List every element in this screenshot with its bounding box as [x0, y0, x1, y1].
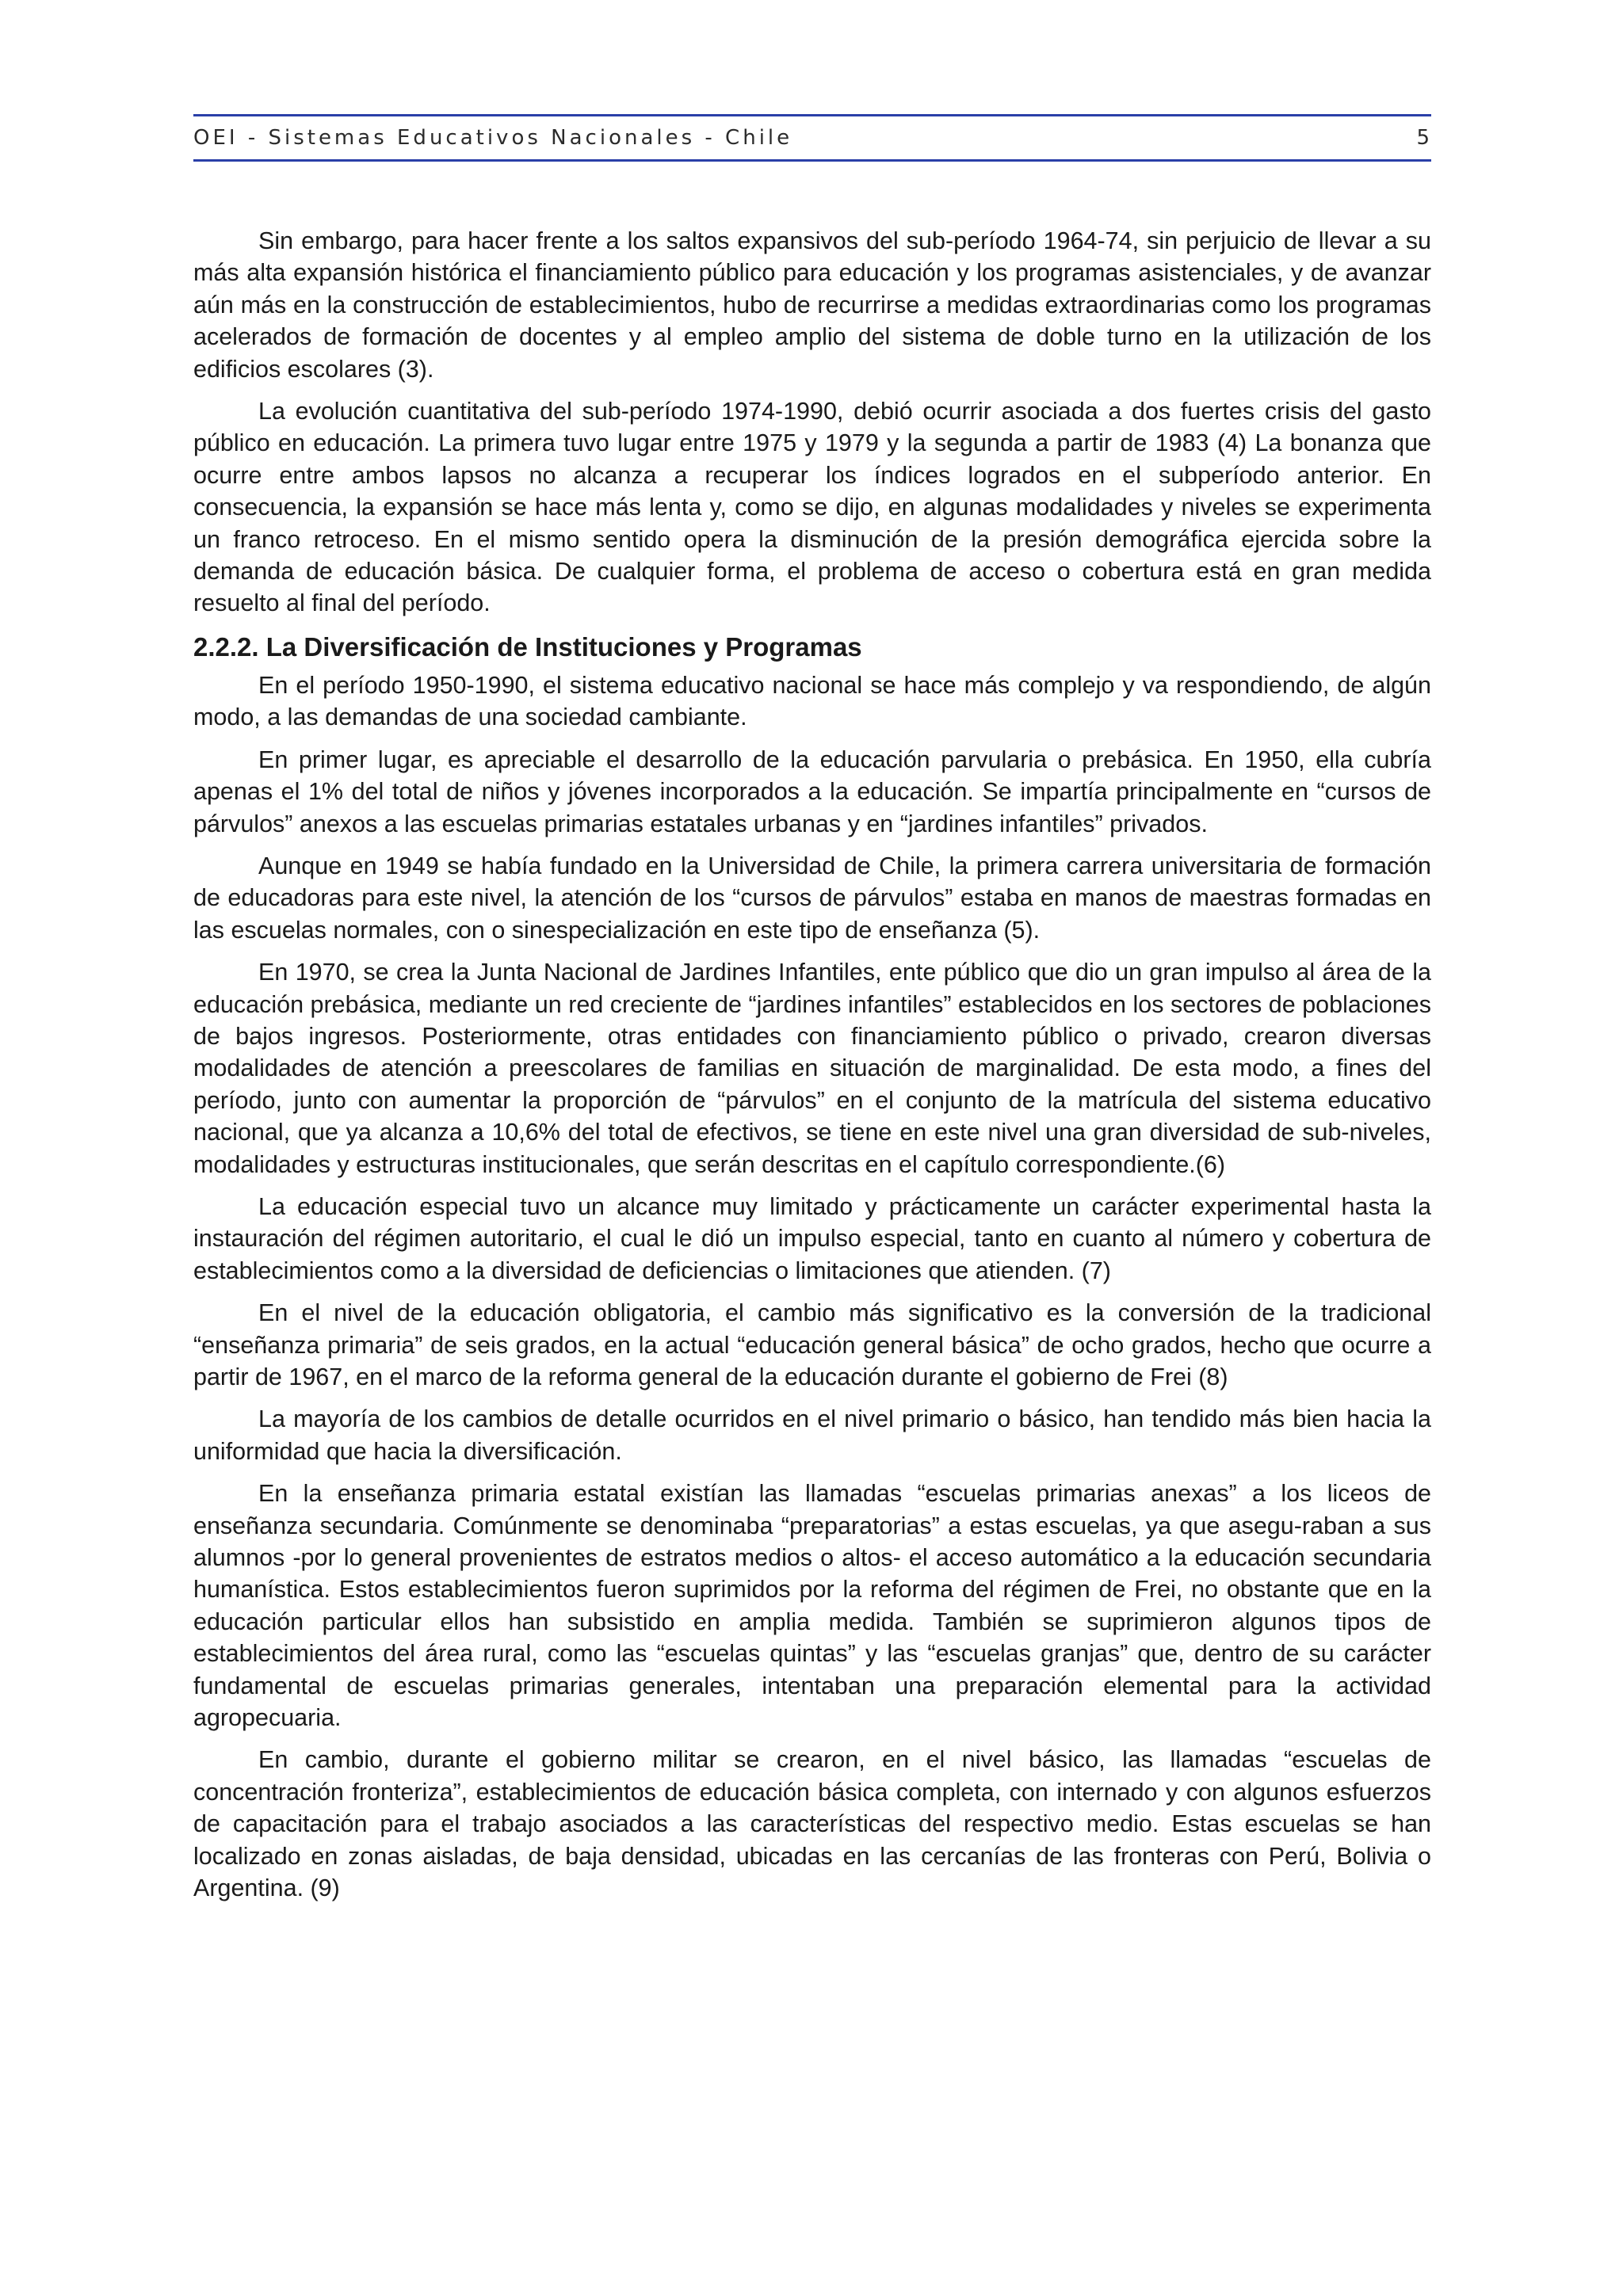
- paragraph: En la enseñanza primaria estatal existían las llamadas “escuelas primarias anexas” a los liceos de enseñanza secundaria. Comúnmente se denominaba “preparatorias” a estas escuelas, ya que asegu-raban a sus alumnos -por lo general provenientes de estratos medios o altos- el acceso automático a la educación secundaria humanística. Estos establecimientos fueron suprimidos por la reforma del régimen de Frei, no obstante que en la educación particular ellos han subsistido en amplia medida. También se suprimieron algunos tipos de establecimientos del área rural, como las “escuelas quintas” y las “escuelas granjas” que, dentro de su carácter fundamental de escuelas primarias generales, intentaban una preparación elemental para la actividad agropecuaria.: [193, 1480, 1431, 1732]
- paragraph: En el nivel de la educación obligatoria, el cambio más significativo es la conversión de la tradicional “enseñanza primaria” de seis grados, en la actual “educación general básica” de ocho grados, hecho que ocurre a partir de 1967, en el marco de la reforma general de la educación durante el gobierno de Frei (8): [193, 1299, 1431, 1390]
- paragraph: Aunque en 1949 se había fundado en la Universidad de Chile, la primera carrera universitaria de formación de educadoras para este nivel, la atención de los “cursos de párvulos” estaba en manos de maestras formadas en las escuelas normales, con o sinespecialización en este tipo de enseñanza (5).: [193, 852, 1431, 944]
- paragraph: Sin embargo, para hacer frente a los saltos expansivos del sub-período 1964-74, sin perjuicio de llevar a su más alta expansión histórica el financiamiento público para educación y los programas asistenciales, y de avanzar aún más en la construcción de establecimientos, hubo de recurrirse a medidas extraordinarias como los programas acelerados de formación de docentes y al empleo amplio del sistema de doble turno en la utilización de los edificios escolares (3).: [193, 227, 1431, 383]
- header-title: OEI - Sistemas Educativos Nacionales - Chile: [193, 126, 793, 150]
- header-top-rule: [193, 114, 1431, 116]
- section-heading: 2.2.2. La Diversificación de Instituciones y Programas: [193, 631, 862, 662]
- paragraph: En primer lugar, es apreciable el desarrollo de la educación parvularia o prebásica. En 1950, ella cubría apenas el 1% del total de niños y jóvenes incorporados a la educación. Se impartía principalmente en “cursos de párvulos” anexos a las escuelas primarias estatales urbanas y en “jardines infantiles” privados.: [193, 746, 1431, 837]
- paragraph: En el período 1950-1990, el sistema educativo nacional se hace más complejo y va respondiendo, de algún modo, a las demandas de una sociedad cambiante.: [193, 671, 1431, 731]
- page-number: 5: [1416, 126, 1430, 150]
- paragraph: La educación especial tuvo un alcance muy limitado y prácticamente un carácter experimental hasta la instauración del régimen autoritario, el cual le dió un impulso especial, tanto en cuanto al número y cobertura de establecimientos como a la diversidad de deficiencias o limitaciones que atienden. (7): [193, 1192, 1431, 1284]
- page-header: [193, 114, 1431, 163]
- paragraph: En 1970, se crea la Junta Nacional de Jardines Infantiles, ente público que dio un gran impulso al área de la educación prebásica, mediante un red creciente de “jardines infantiles” establecidos en los sectores de poblaciones de bajos ingresos. Posteriormente, otras entidades con financiamiento público o privado, crearon diversas modalidades de atención a preescolares de familias en situación de marginalidad. De esta modo, a fines del período, junto con aumentar la proporción de “párvulos” en el conjunto de la matrícula del sistema educativo nacional, que ya alcanza a 10,6% del total de efectivos, se tiene en este nivel una gran diversidad de sub-niveles, modalidades y estructuras institucionales, que serán descritas en el capítulo correspondiente.(6): [193, 959, 1431, 1178]
- header-bottom-rule: [193, 159, 1431, 162]
- paragraph: La evolución cuantitativa del sub-período 1974-1990, debió ocurrir asociada a dos fuertes crisis del gasto público en educación. La primera tuvo lugar entre 1975 y 1979 y la segunda a partir de 1983 (4) La bonanza que ocurre entre ambos lapsos no alcanza a recuperar los índices logrados en el subperíodo anterior. En consecuencia, la expansión se hace más lenta y, como se dijo, en algunas modalidades y niveles se experimenta un franco retroceso. En el mismo sentido opera la disminución de la presión demográfica ejercida sobre la demanda de educación básica. De cualquier forma, el problema de acceso o cobertura está en gran medida resuelto al final del período.: [193, 398, 1431, 617]
- paragraph: La mayoría de los cambios de detalle ocurridos en el nivel primario o básico, han tendido más bien hacia la uniformidad que hacia la diversificación.: [193, 1405, 1431, 1465]
- paragraph: En cambio, durante el gobierno militar se crearon, en el nivel básico, las llamadas “escuelas de concentración fronteriza”, establecimientos de educación básica completa, con internado y con algunos esfuerzos de capacitación para el trabajo asociados a las características del respectivo medio. Estas escuelas se han localizado en zonas aisladas, de baja densidad, ubicadas en las cercanías de las fronteras con Perú, Bolivia o Argentina. (9): [193, 1746, 1431, 1902]
- body-text: [193, 225, 1431, 1915]
